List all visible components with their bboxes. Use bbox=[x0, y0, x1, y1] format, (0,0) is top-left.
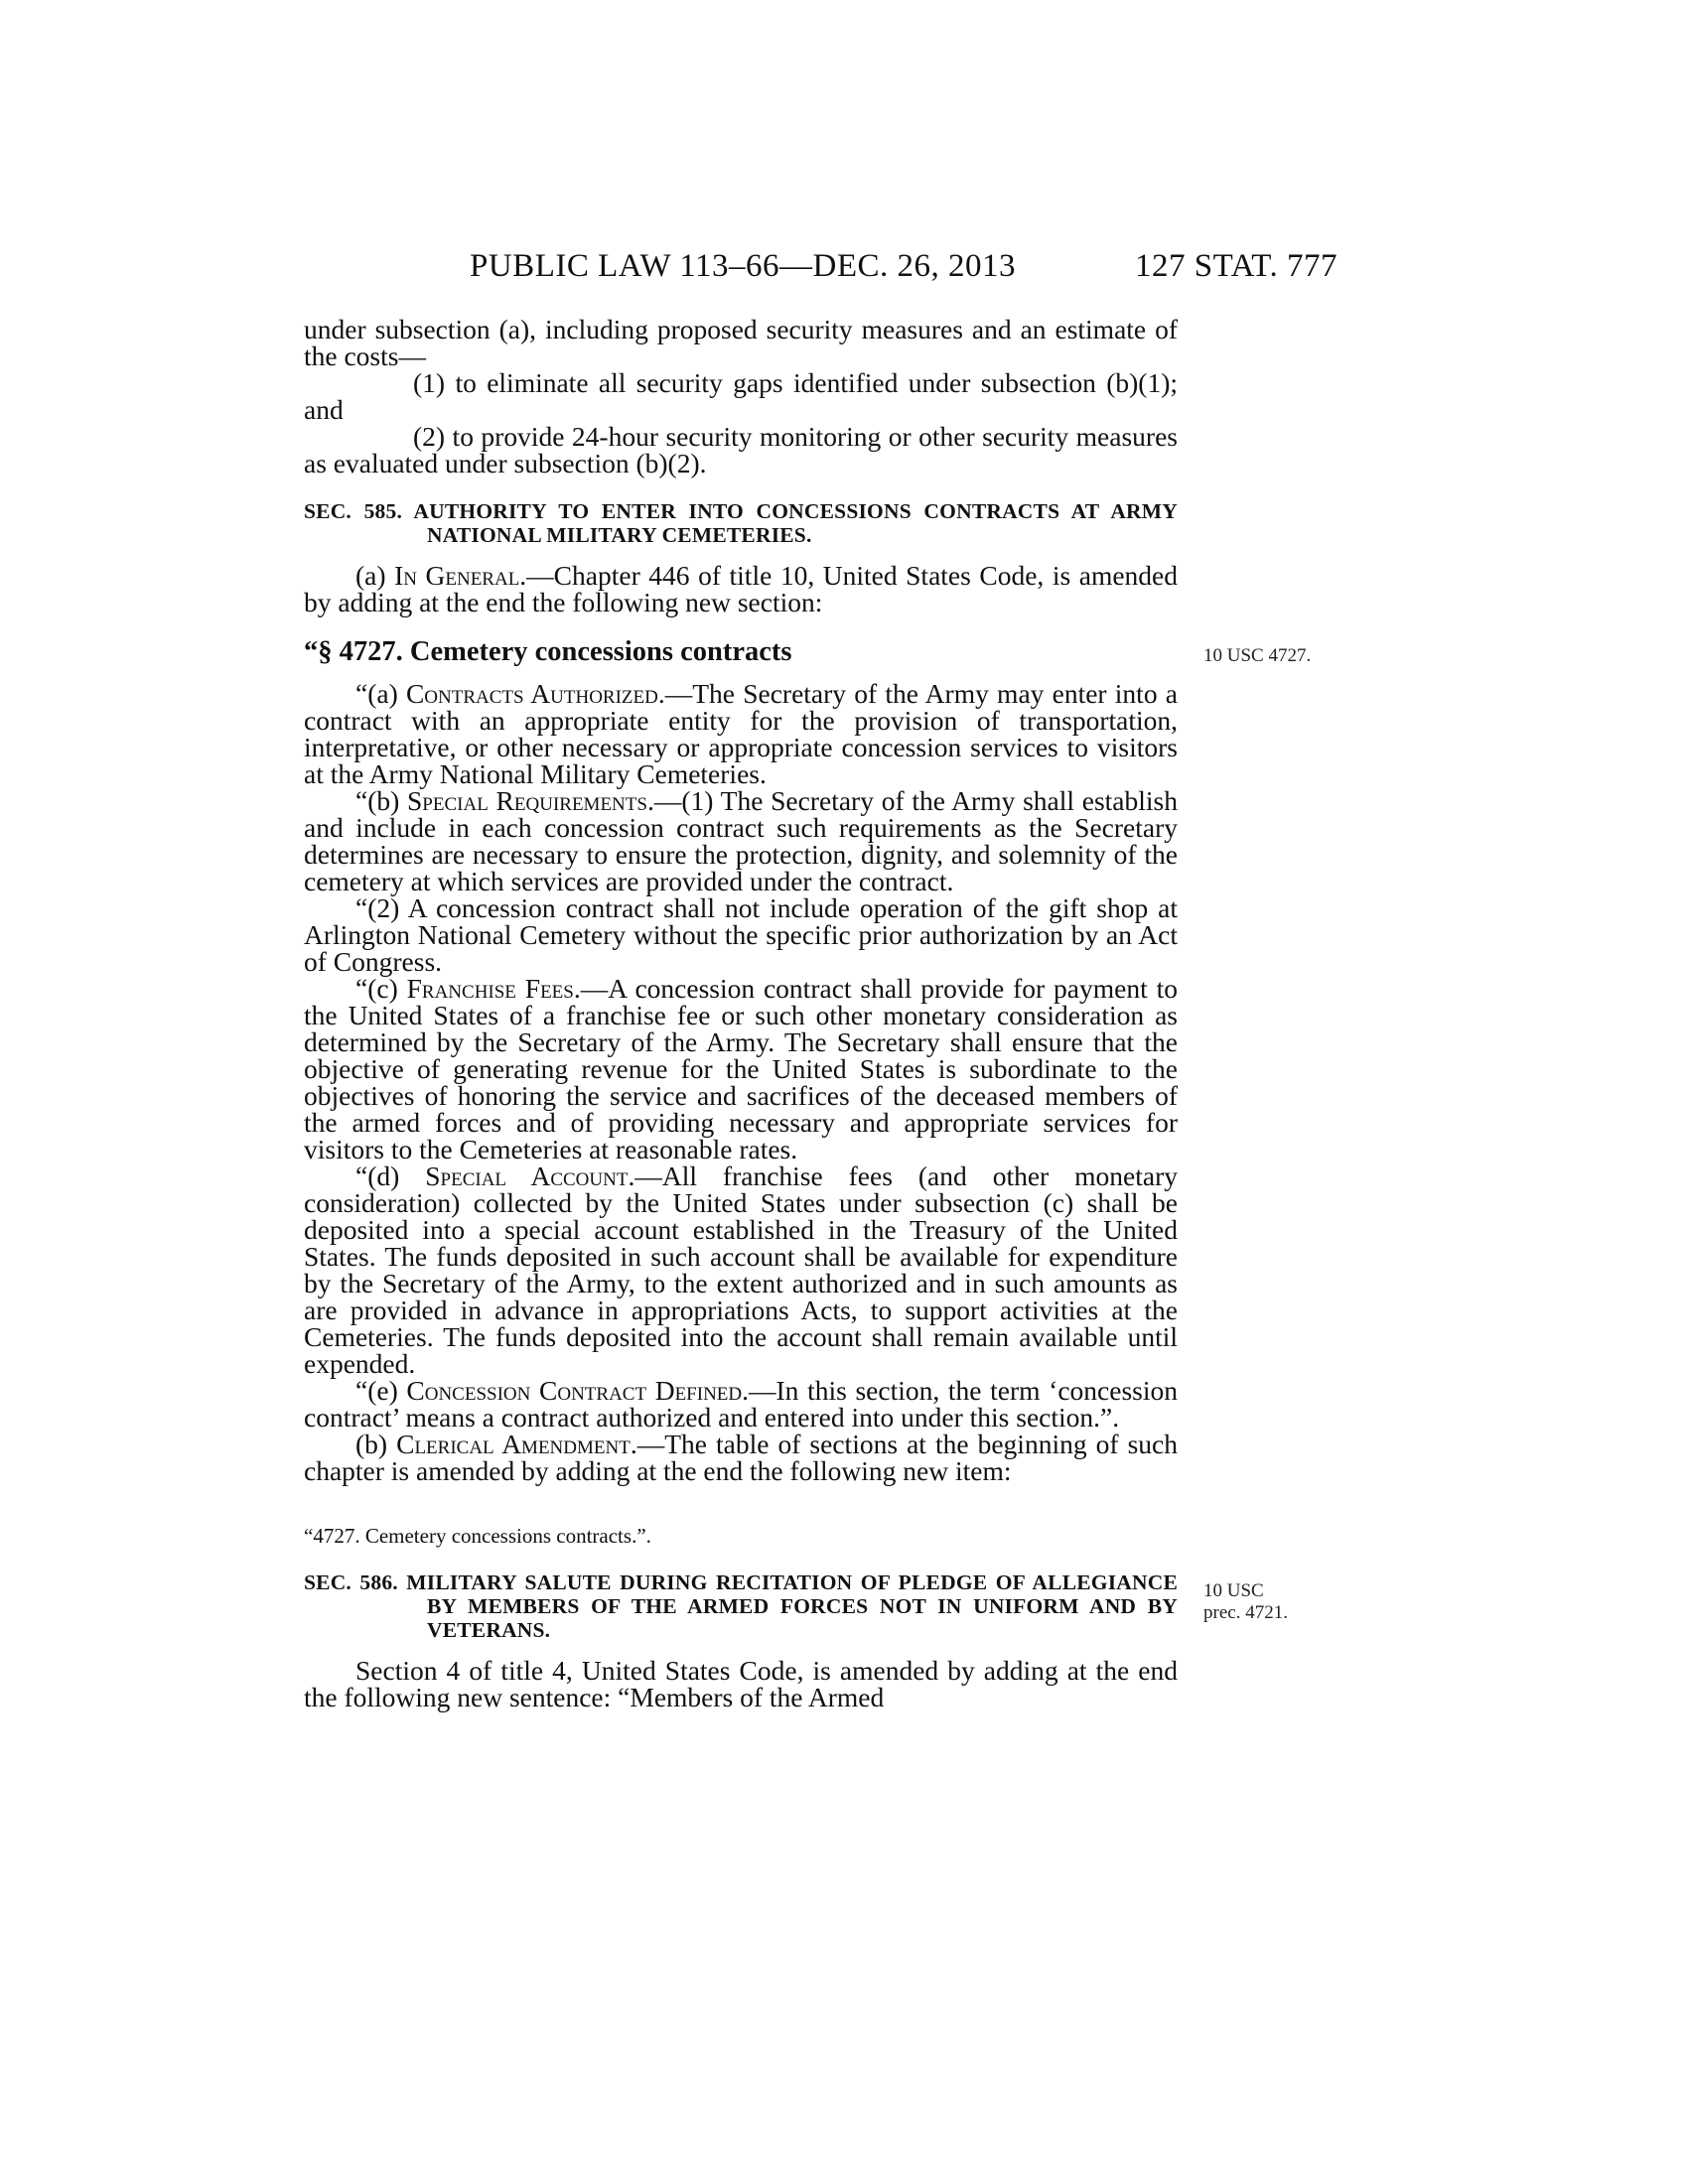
margin-note-usc-prec-4721 bbox=[1203, 1580, 1288, 1624]
margin-note-line: prec. 4721. bbox=[1203, 1602, 1288, 1623]
paragraph-label: “(b) bbox=[355, 785, 408, 816]
running-header-page-number: 127 STAT. 777 bbox=[1135, 248, 1338, 284]
paragraph-caption: Franchise Fees bbox=[406, 973, 574, 1004]
paragraph-label: “(c) bbox=[355, 973, 407, 1004]
paragraph-caption: Clerical Amendment bbox=[396, 1429, 631, 1459]
margin-note-usc-4727: 10 USC 4727. bbox=[1203, 645, 1312, 666]
paragraph-label: (a) bbox=[355, 560, 395, 591]
paragraph-label: “(a) bbox=[355, 678, 406, 709]
subsection-a-paragraph bbox=[304, 680, 1178, 787]
subsection-e-paragraph bbox=[304, 1377, 1178, 1431]
paragraph-text: .—In this section, the term ‘concession contract’ means a contract authorized and entered into under this section.”. bbox=[304, 1375, 1178, 1433]
paragraph-text: .—All franchise fees (and other monetary consideration) collected by the United States under subsection (c) shall be deposited into a special account established in the Treasury of the United States. The funds deposited in such account shall be available for expenditure by the Secretary of the Army, to the extent authorized and in such amounts as are provided in advance in appropriations Acts, to support activities at the Cemeteries. The funds deposited into the account shall remain available until expended. bbox=[304, 1160, 1178, 1379]
paragraph-text: .—The table of sections at the beginning of such chapter is amended by adding at the end the following new item: bbox=[304, 1429, 1178, 1486]
section-586-paragraph: Section 4 of title 4, United States Code, is amended by adding at the end the following new sentence: “Members of the Armed bbox=[304, 1655, 1178, 1712]
running-header-title: PUBLIC LAW 113–66—DEC. 26, 2013 bbox=[470, 248, 1017, 284]
list-item-1: (1) to eliminate all security gaps identified under subsection (b)(1); and bbox=[304, 367, 1178, 425]
paragraph-continuation: under subsection (a), including proposed security measures and an estimate of the costs— bbox=[304, 314, 1178, 371]
section-585-b-paragraph bbox=[304, 1431, 1178, 1484]
margin-note-line: 10 USC bbox=[1203, 1580, 1264, 1601]
paragraph-text: .—(1) The Secretary of the Army shall establish and include in each concession contract such requirements as the Secretary determines are necessary to ensure the protection, dignity, and solemnity of the cemetery at which services are provided under the contract. bbox=[304, 785, 1178, 896]
paragraph-caption: Concession Contract Defined bbox=[406, 1375, 743, 1406]
paragraph-label: (b) bbox=[355, 1429, 397, 1459]
paragraph-caption: Contracts Authorized bbox=[405, 678, 658, 709]
subsection-d-paragraph bbox=[304, 1162, 1178, 1377]
paragraph-text: .—Chapter 446 of title 10, United States Code, is amended by adding at the end the following new section: bbox=[304, 560, 1178, 617]
paragraph-caption: In General bbox=[394, 560, 520, 591]
paragraph-text: .—The Secretary of the Army may enter into a contract with an appropriate entity for the provision of transportation, interpretative, or other necessary or appropriate concession services to visitors at the Army National Military Cemeteries. bbox=[304, 678, 1178, 789]
paragraph-caption: Special Account bbox=[425, 1160, 629, 1191]
paragraph-text: .—A concession contract shall provide for payment to the United States of a franchise fee or such other monetary consideration as determined by the Secretary of the Army. The Secretary shall ensure that the objective of generating revenue for the United States is subordinate to the objectives of honoring the service and sacrifices of the deceased members of the armed forces and of providing necessary and appropriate services for visitors to the Cemeteries at reasonable rates. bbox=[304, 973, 1178, 1164]
section-585-a-paragraph bbox=[304, 562, 1178, 615]
section-586-heading: SEC. 586. MILITARY SALUTE DURING RECITATION OF PLEDGE OF ALLEGIANCE BY MEMBERS OF THE ARMED FORCES NOT IN UNIFORM AND BY VETERANS. bbox=[304, 1570, 1178, 1642]
table-of-sections-item: “4727. Cemetery concessions contracts.”. bbox=[304, 1524, 651, 1548]
paragraph-caption: Special Requirements bbox=[407, 785, 647, 816]
subsection-b2-paragraph: “(2) A concession contract shall not include operation of the gift shop at Arlington National Cemetery without the specific prior authorization by an Act of Congress. bbox=[304, 892, 1178, 977]
subsection-b-paragraph bbox=[304, 787, 1178, 894]
section-585-heading: SEC. 585. AUTHORITY TO ENTER INTO CONCESSIONS CONTRACTS AT ARMY NATIONAL MILITARY CEMETERIES. bbox=[304, 499, 1178, 547]
paragraph-label: “(e) bbox=[355, 1375, 407, 1406]
list-item-2: (2) to provide 24-hour security monitoring or other security measures as evaluated under subsection (b)(2). bbox=[304, 421, 1178, 478]
section-4727-heading: “§ 4727. Cemetery concessions contracts bbox=[304, 636, 792, 667]
main-text-column bbox=[304, 316, 1178, 1710]
paragraph-label: “(d) bbox=[355, 1160, 426, 1191]
subsection-c-paragraph bbox=[304, 975, 1178, 1162]
